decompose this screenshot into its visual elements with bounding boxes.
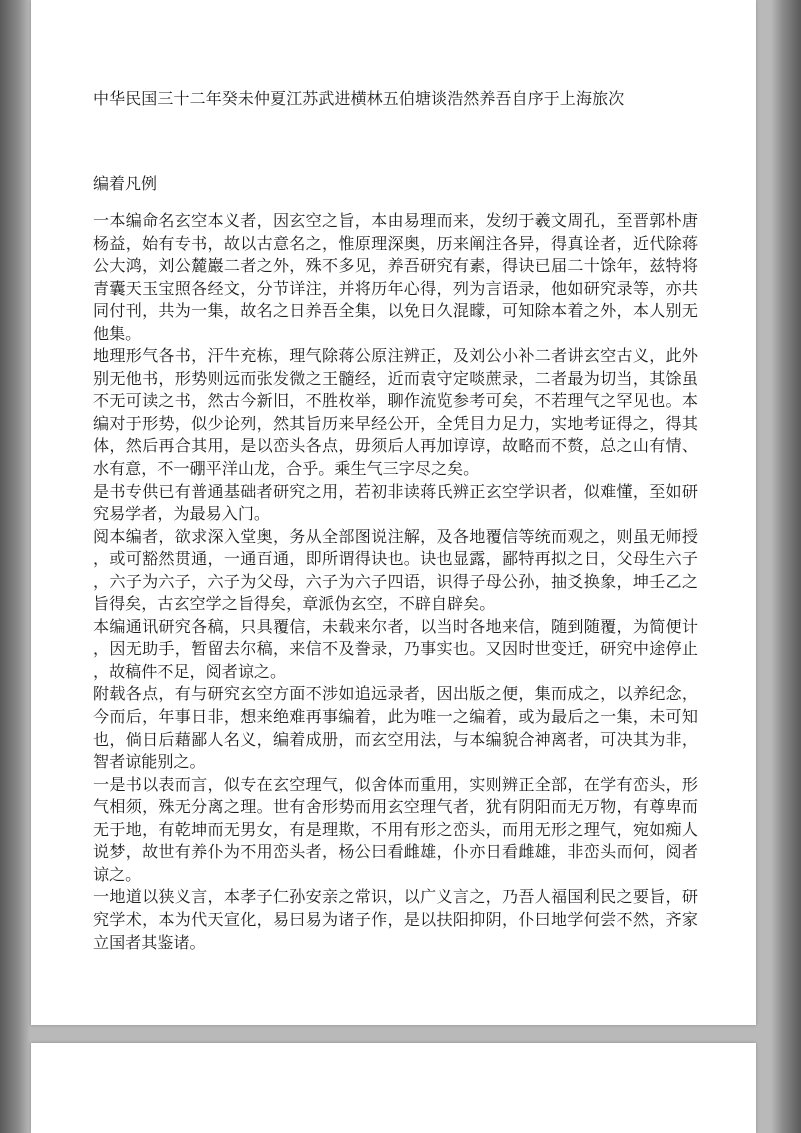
paragraph: 一是书以表而言，似专在玄空理气，似舍体而重用，实则辨正全部，在学有峦头，形气相须，殊无分离之理。世有舍形势而用玄空理气者，犹有阴阳而无万物，有尊卑而无于地，有乾坤而无男女，有是理欺，不用有形之峦头，而用无形之理气，宛如痴人说梦，故世有养仆为不用峦头者，杨公曰看雌雄，仆亦日看雌雄，非峦头而何，阅者谅之。 — [93, 774, 698, 884]
paragraph: 一地道以狭义言，本孝子仁孙安亲之常识，以广义言之，乃吾人福国利民之要旨，研究学术，本为代天宣化，易曰易为诸子作，是以扶阳抑阴，仆曰地学何尝不然，齐家立国者其鉴诸。 — [93, 887, 698, 952]
body-text — [93, 210, 698, 954]
section-heading: 编着凡例 — [93, 174, 158, 193]
paragraph: 附载各点，有与研究玄空方面不涉如追远录者，因出版之便，集而成之，以养纪念，今而后，年事日非，想来绝难再事编着，此为唯一之编着，或为最后之一集，未可知也，倘日后藉鄙人名义，编着成册，而玄空用法，与本编貌合神离者，可决其为非，智者谅能别之。 — [93, 684, 698, 772]
paragraph: 阅本编者，欲求深入堂奥，务从全部图说注解，及各地覆信等统而观之，则虽无师授，或可豁然贯通，一通百通，即所谓得诀也。诀也显露，鄙特再拟之日，父母生六子，六子为六子，六子为父母，六子为六子四语，识得子母公孙，抽爻换象，坤壬乙之旨得矣，古玄空学之旨得矣，章派伪玄空，不辟自辟矣。 — [93, 526, 698, 614]
paragraph: 地理形气各书，汗牛充栋，理气除蒋公原注辨正，及刘公小补二者讲玄空古义，此外别无他书，形势则远而张发微之王髓经，近而袁守定啖蔗录，二者最为切当，其馀虽不无可读之书，然古今新旧，不胜枚举，聊作流览参考可矣，不若理气之罕见也。本编对于形势，似少论列，然其旨历来早经公开，全凭目力足力，实地考证得之，得其体，然后再合其用，是以峦头各点，毋须后人再加谆谆，故略而不赘，总之山有情、水有意，不一硼平洋山龙，合乎。乘生气三字尽之矣。 — [93, 346, 698, 479]
paragraph: 本编通讯研究各稿，只具覆信，未载来尔者，以当时各地来信，随到随覆，为简便计，因无助手，暂留去尔稿，来信不及誊录，乃事实也。又因时世变迁，研究中途停止，故稿件不足，阅者谅之。 — [93, 616, 698, 681]
preface-signature: 中华民国三十二年癸未仲夏江苏武进横林五伯塘谈浩然养吾自序于上海旅次 — [93, 89, 625, 108]
paragraph: 是书专供已有普通基础者研究之用，若初非读蒋氏辨正玄空学识者，似难懂，至如研究易学者，为最易入门。 — [93, 481, 698, 524]
document-page — [31, 0, 756, 1025]
next-page — [31, 1043, 756, 1133]
paragraph: 一本编命名玄空本义者，因玄空之旨，本由易理而来，发纫于羲文周孔，至晋郭朴唐杨益，始有专书，故以古意名之，惟原理深奥，历来阐注各异，得真诠者，近代除蒋公大鸿，刘公麓巖二者之外，殊不多见，养吾研究有素，得诀已届二十馀年，兹特将青囊天玉宝照各经文，分节详注，并将历年心得，列为言语录，他如研究录等，亦共同付刊，共为一集，故名之日养吾全集，以免日久混矇，可知除本着之外，本人别无他集。 — [93, 211, 698, 343]
